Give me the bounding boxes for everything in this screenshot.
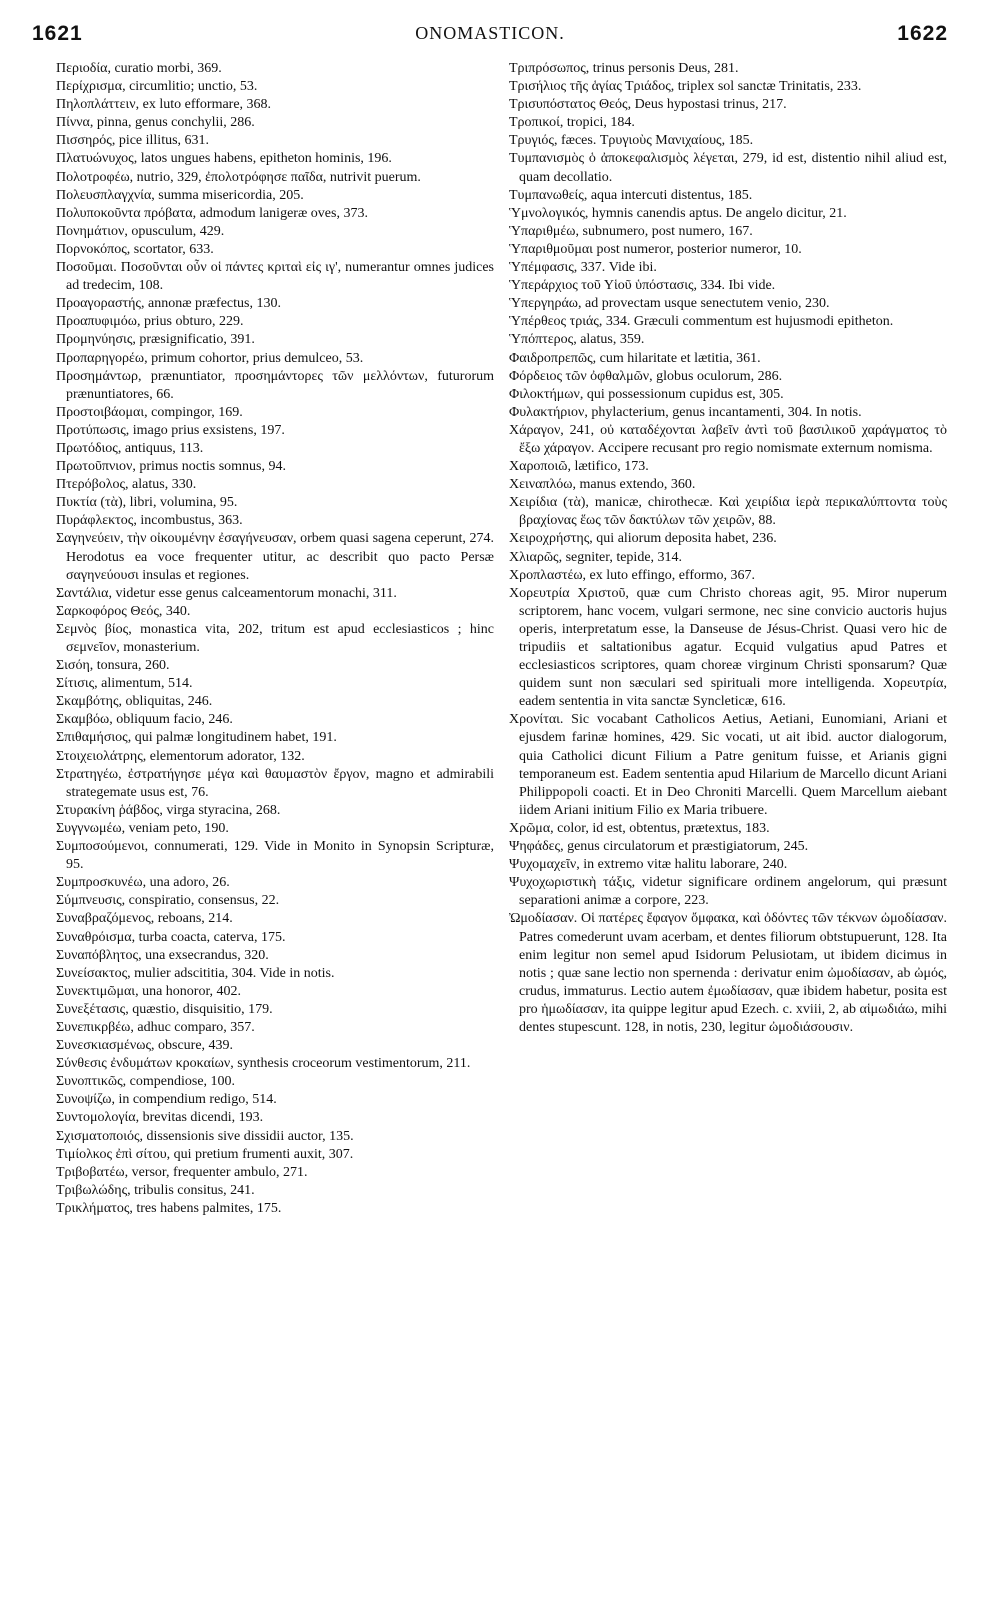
glossary-entry: Χειναπλόω, manus extendo, 360. xyxy=(509,477,696,493)
glossary-entry: Σεμνὸς βίος, monastica vita, 202, tritum est apud ecclesiasticos ; hinc σεμνεῖον, monasterium. xyxy=(56,621,494,655)
glossary-entry: Πολυποκοῦντα πρόβατα, admodum lanigeræ oves, 373. xyxy=(56,205,368,221)
glossary-entry: Τρυγιός, fæces. Τρυγιοὺς Μανιχαίους, 185. xyxy=(509,133,754,149)
glossary-entry: Προτύπωσις, imago prius exsistens, 197. xyxy=(56,422,285,438)
glossary-entry: Πρωτόδιος, antiquus, 113. xyxy=(56,440,204,456)
glossary-entry: Συνεσκιασμένως, obscure, 439. xyxy=(56,1038,234,1054)
glossary-entry: Φιλοκτήμων, qui possessionum cupidus est, 305. xyxy=(509,386,784,402)
glossary-entry: Συναβραζόμενος, reboans, 214. xyxy=(56,911,233,927)
glossary-entry: Πτερόβολος, alatus, 330. xyxy=(56,477,197,493)
glossary-entry: Χαροποιῶ, lætifico, 173. xyxy=(509,459,649,475)
glossary-entry: Σπιθαμήσιος, qui palmæ longitudinem habet, 191. xyxy=(56,730,337,746)
glossary-entry: Τρικλήματος, tres habens palmites, 175. xyxy=(56,1200,282,1216)
glossary-entry: Ποσοῦμαι. Ποσοῦνται οὖν οἱ πάντες κριταὶ εἰς ιγ', numerantur omnes judices ad tredecim, 108. xyxy=(56,260,494,294)
glossary-entry: Φόρδειος τῶν ὀφθαλμῶν, globus oculorum, 286. xyxy=(509,368,783,384)
glossary-entry: Στοιχειολάτρης, elementorum adorator, 132. xyxy=(56,748,305,764)
page-number-right: 1622 xyxy=(897,22,948,45)
glossary-entry: Σίτισις, alimentum, 514. xyxy=(56,676,193,692)
glossary-entry: Ὑπεργηράω, ad provectam usque senectutem venio, 230. xyxy=(509,296,830,312)
glossary-entry: Ὑπέρθεος τριάς, 334. Græculi commentum est hujusmodi epitheton. xyxy=(509,314,894,330)
glossary-entry: Σύνθεσις ἐνδυμάτων κροκαίων, synthesis croceorum vestimentorum, 211. xyxy=(56,1056,471,1072)
glossary-entry: Τρισυπόστατος Θεός, Deus hypostasi trinus, 217. xyxy=(509,97,787,113)
glossary-entry: Χειροχρήστης, qui aliorum deposita habet, 236. xyxy=(509,531,777,547)
glossary-entry: Προσημάντωρ, prænuntiator, προσημάντορες τῶν μελλόντων, futurorum prænuntiatores, 66. xyxy=(56,368,494,402)
glossary-entry: Σαρκοφόρος Θεός, 340. xyxy=(56,603,191,619)
glossary-entry: Στυρακίνη ῥάβδος, virga styracina, 268. xyxy=(56,802,281,818)
glossary-entry: Ὑπαριθμοῦμαι post numeror, posterior numeror, 10. xyxy=(509,241,802,257)
glossary-entry: Συμποσούμενοι, connumerati, 129. Vide in Monito in Synopsin Scripturæ, 95. xyxy=(56,839,494,873)
glossary-entry: Χλιαρῶς, segniter, tepide, 314. xyxy=(509,549,683,565)
glossary-entry: Πισσηρός, pice illitus, 631. xyxy=(56,133,210,149)
glossary-entry: Πορνοκόπος, scortator, 633. xyxy=(56,241,214,257)
glossary-entry: Τροπικοί, tropici, 184. xyxy=(509,115,635,131)
glossary-entry: Ὑπεράρχιος τοῦ Υἱοῦ ὑπόστασις, 334. Ibi vide. xyxy=(509,278,776,294)
glossary-entry: Προαγοραστής, annonæ præfectus, 130. xyxy=(56,296,281,312)
glossary-entry: Πολευσπλαγχνία, summa misericordia, 205. xyxy=(56,187,304,203)
glossary-entry: Ψυχοχωριστικὴ τάξις, videtur significare ordinem angelorum, qui præsunt separationi animæ a corpore, 223. xyxy=(509,875,947,909)
glossary-entry: Σχισματοποιός, dissensionis sive dissidii auctor, 135. xyxy=(56,1128,354,1144)
glossary-entry: Προστοιβάομαι, compingor, 169. xyxy=(56,404,243,420)
glossary-entry: Συνεκτιμῶμαι, una honoror, 402. xyxy=(56,983,242,999)
glossary-entry: Συνοψίζω, in compendium redigo, 514. xyxy=(56,1092,277,1108)
glossary-entry: Περίχρισμα, circumlitio; unctio, 53. xyxy=(56,79,258,95)
glossary-entry: Τιμίολκος ἐπὶ σίτου, qui pretium frumenti auxit, 307. xyxy=(56,1146,354,1162)
glossary-entry: Χροπλαστέω, ex luto effingo, efformo, 367. xyxy=(509,567,756,583)
glossary-entry: Χορευτρία Χριστοῦ, quæ cum Christo choreas agit, 95. Miror nuperum scriptorem, hanc vocem, vulgari sermone, nec sine convicio auctoris hujus operis, interpretatum esse, la Danseuse de Jésus-Christ. Quasi vero hic de tripudiis et saltationibus agatur. Ecquid vulgatius apud Patres et ecclesiasticos scriptores, quam choreæ virginum Christi sponsarum? Quæ quidem sunt non sæculari sed spirituali more intelligenda. Χορευτρία, eadem sententia in vita sanctæ Syncleticæ, 616. xyxy=(509,585,947,710)
glossary-entry: Τρισήλιος τῆς ἁγίας Τριάδος, triplex sol sanctæ Trinitatis, 233. xyxy=(509,79,862,95)
glossary-entry: Ὑπέμφασις, 337. Vide ibi. xyxy=(509,260,657,276)
glossary-entry: Ὑπόπτερος, alatus, 359. xyxy=(509,332,645,348)
glossary-entry: Προαπυφιμόω, prius obturo, 229. xyxy=(56,314,244,330)
glossary-entry: Φυλακτήριον, phylacterium, genus incantamenti, 304. In notis. xyxy=(509,404,862,420)
glossary-entry: Τυμπανωθείς, aqua intercuti distentus, 185. xyxy=(509,187,753,203)
glossary-entry: Συνοπτικῶς, compendiose, 100. xyxy=(56,1074,236,1090)
glossary-entry: Ψηφάδες, genus circulatorum et præstigiatorum, 245. xyxy=(509,839,809,855)
glossary-entry: Πυκτία (τὰ), libri, volumina, 95. xyxy=(56,495,238,511)
glossary-entry: Ὑπαριθμέω, subnumero, post numero, 167. xyxy=(509,223,753,239)
glossary-entry: Συνεπικρβέω, adhuc comparo, 357. xyxy=(56,1019,255,1035)
glossary-entry: Συγγνωμέω, veniam peto, 190. xyxy=(56,820,229,836)
glossary-entry: Σαντάλια, videtur esse genus calceamentorum monachi, 311. xyxy=(56,585,397,601)
glossary-entry: Σκαμβότης, obliquitas, 246. xyxy=(56,694,213,710)
page-header xyxy=(32,22,948,50)
glossary-entry: Χρῶμα, color, id est, obtentus, prætextus, 183. xyxy=(509,820,770,836)
glossary-entry: Συνεξέτασις, quæstio, disquisitio, 179. xyxy=(56,1001,273,1017)
glossary-entry: Φαιδροπρεπῶς, cum hilaritate et lætitia, 361. xyxy=(509,350,761,366)
glossary-entry: Τριπρόσωπος, trinus personis Deus, 281. xyxy=(509,61,739,76)
glossary-entry: Χρονίται. Sic vocabant Catholicos Aetius, Aetiani, Eunomiani, Ariani et ejusdem farinæ homines, 429. Sic vocati, ut ait ibid. auctor dialogorum, quia Catholici dicunt Filium a Patre genitum fuisse, et Arianis gigni temporaneum est. Eadem sententia apud Hilarium de Marcello dicunt Ariani Philippopoli coacti. Et in Deo Chroniti Marcelli. Quem Marcellum aiebant iidem Ariani initium Filio ex Maria tribuere. xyxy=(509,712,947,818)
glossary-entry: Πίννα, pinna, genus conchylii, 286. xyxy=(56,115,255,131)
glossary-entry: Σισόη, tonsura, 260. xyxy=(56,658,170,674)
glossary-entry: Ὑμνολογικός, hymnis canendis aptus. De angelo dicitur, 21. xyxy=(509,205,847,221)
glossary-entry: Πονημάτιον, opusculum, 429. xyxy=(56,223,225,239)
glossary-entry: Περιοδία, curatio morbi, 369. xyxy=(56,61,222,76)
glossary-entry: Χειρίδια (τὰ), manicæ, chirothecæ. Καὶ χειρίδια ἱερὰ περικαλύπτοντα τοὺς βραχίονας ἕως τῶν δακτύλων τῶν χειρῶν, 88. xyxy=(509,495,947,529)
glossary-entry: Συναθρόισμα, turba coacta, caterva, 175. xyxy=(56,929,286,945)
glossary-entry: Προμηνύησις, præsignificatio, 391. xyxy=(56,332,255,348)
glossary-entry: Πυράφλεκτος, incombustus, 363. xyxy=(56,513,243,529)
glossary-entry: Τριβωλώδης, tribulis consitus, 241. xyxy=(56,1182,255,1198)
glossary-entry: Συμπροσκυνέω, una adoro, 26. xyxy=(56,875,230,891)
glossary-entry: Πολοτροφέω, nutrio, 329, ἐπολοτρόφησε παῖδα, nutrivit puerum. xyxy=(56,169,421,185)
left-column xyxy=(56,60,494,1218)
glossary-entry: Σαγηνεύειν, τὴν οἰκουμένην ἐσαγήνευσαν, orbem quasi sagena ceperunt, 274. Herodotus ea voce frequenter utitur, ac describit quo pacto Persæ σαγηνεύουσι insulas et regiones. xyxy=(56,531,494,583)
glossary-entry: Ὠμοδίασαν. Οἱ πατέρες ἔφαγον ὄμφακα, καὶ ὀδόντες τῶν τέκνων ὠμοδίασαν. Patres comederunt uvam acerbam, et dentes filiorum obtstupuerunt, 128. Ita enim legitur non semel apud Isidorum Pelusiotam, ut ibidem dicimus in notis ; quæ sane lectio non spernenda : derivatur enim ὠμοδίασαν, ab ὠμός, crudus, immaturus. Lectio autem ἐμωδίασαν, quæ ibidem habetur, posita est pro ἡμωδίασαν, ita quippe legitur apud Ezech. c. xviii, 2, ab αἱμωδιάω, mihi dentes stupescunt. 128, in notis, 230, legitur ὠμοδιάσουσιν. xyxy=(509,911,947,1035)
glossary-entry: Ψυχομαχεῖν, in extremo vitæ halitu laborare, 240. xyxy=(509,857,788,873)
running-title: ONOMASTICON. xyxy=(415,23,565,43)
glossary-entry: Συντομολογία, brevitas dicendi, 193. xyxy=(56,1110,264,1126)
right-column xyxy=(509,60,947,1037)
glossary-entry: Συναπόβλητος, una exsecrandus, 320. xyxy=(56,947,269,963)
glossary-entry: Τυμπανισμὸς ὁ ἀποκεφαλισμὸς λέγεται, 279, id est, distentio nihil aliud est, quam decollatio. xyxy=(509,151,947,185)
glossary-entry: Στρατηγέω, ἐστρατήγησε μέγα καὶ θαυμαστὸν ἔργον, magno et admirabili strategemate usus est, 76. xyxy=(56,766,494,800)
glossary-entry: Πρωτοῦπνιον, primus noctis somnus, 94. xyxy=(56,459,286,475)
glossary-entry: Σκαμβόω, obliquum facio, 246. xyxy=(56,712,233,728)
glossary-entry: Συνείσακτος, mulier adscititia, 304. Vide in notis. xyxy=(56,965,335,981)
glossary-entry: Τριβοβατέω, versor, frequenter ambulo, 271. xyxy=(56,1164,308,1180)
glossary-entry: Σύμπνευσις, conspiratio, consensus, 22. xyxy=(56,893,280,909)
glossary-entry: Χάραγον, 241, οὐ καταδέχονται λαβεῖν ἀντὶ τοῦ βασιλικοῦ χαράγματος τὸ ἔξω χάραγον. Accipere recusant pro regio nomismate externum nomisma. xyxy=(509,422,947,456)
glossary-entry: Πηλοπλάττειν, ex luto efformare, 368. xyxy=(56,97,272,113)
page-number-left: 1621 xyxy=(32,22,83,45)
glossary-entry: Πλατυώνυχος, latos ungues habens, epitheton hominis, 196. xyxy=(56,151,392,167)
glossary-entry: Προπαρηγορέω, primum cohortor, prius demulceo, 53. xyxy=(56,350,364,366)
